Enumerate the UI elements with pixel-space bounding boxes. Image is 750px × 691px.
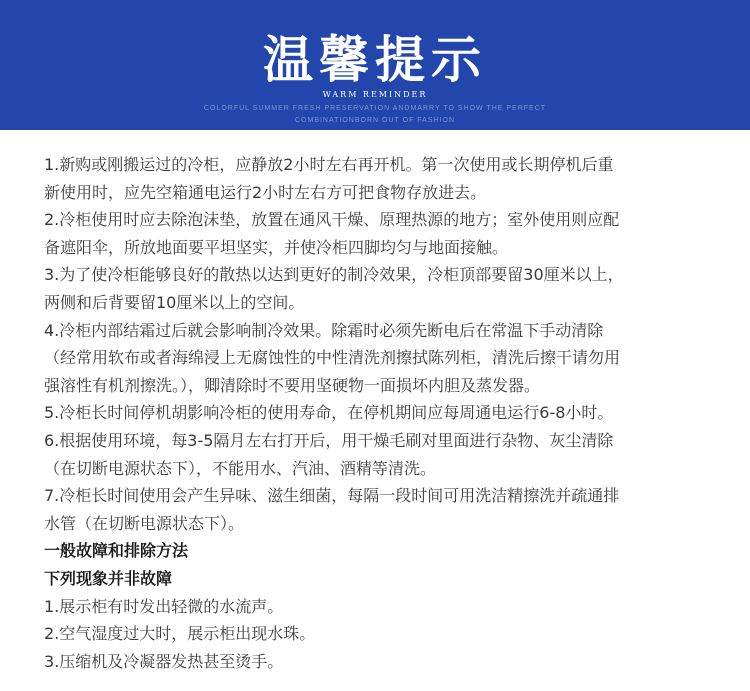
section-heading-troubleshooting: 一般故障和排除方法	[44, 541, 189, 561]
text-line: 强溶性有机剂擦洗。），卿清除时不要用坚硬物一面损坏内胆及蒸发器。	[44, 375, 541, 395]
tagline	[180, 103, 570, 127]
text-line: 两侧和后背要留10厘米以上的空间。	[44, 292, 305, 312]
page-subtitle: WARM REMINDER	[322, 90, 428, 99]
text-line: 3.为了使冷柜能够良好的散热以达到更好的制冷效果，冷柜顶部要留30厘米以上，	[44, 265, 624, 285]
tagline-line-2: COMBINATIONBORN OUT OF FASHION	[294, 117, 456, 124]
text-line: （经常用软布或者海绵浸上无腐蚀性的中性清洗剂擦拭陈列柜，清洗后擦干请勿用	[44, 348, 621, 368]
reminder-content	[44, 151, 724, 675]
text-line: 备遮阳伞，所放地面要平坦坚实，并使冷柜四脚均匀与地面接触。	[44, 237, 509, 257]
header-banner	[0, 0, 750, 130]
list-item: 3.压缩机及冷凝器发热甚至烫手。	[44, 651, 284, 671]
text-line: （在切断电源状态下），不能用水、汽油、酒精等清洗。	[44, 458, 437, 478]
list-item: 1.展示柜有时发出轻微的水流声。	[44, 596, 284, 616]
section-heading-not-faults: 下列现象并非故障	[44, 568, 173, 588]
text-line: 6.根据使用环境，每3-5隔月左右打开后，用干燥毛刷对里面进行杂物、灰尘清除	[44, 430, 614, 450]
text-line: 4.冷柜内部结霜过后就会影响制冷效果。除霜时必须先断电后在常温下手动清除	[44, 320, 604, 340]
list-item: 2.空气湿度过大时，展示柜出现水珠。	[44, 624, 316, 644]
text-line: 1.新购或刚搬运过的冷柜，应静放2小时左右再开机。第一次使用或长期停机后重	[44, 155, 614, 174]
page-title: 温馨提示	[263, 31, 487, 89]
tagline-line-1: COLORFUL SUMMER FRESH PRESERVATION ANDMARRY TO SHOW THE PERFECT	[203, 105, 547, 112]
text-line: 7.冷柜长时间使用会产生异味、滋生细菌，每隔一段时间可用洗洁精擦洗并疏通排	[44, 486, 620, 506]
text-line: 5.冷柜长时间停机胡影响冷柜的使用寿命，在停机期间应每周通电运行6-8小时。	[44, 403, 614, 423]
text-line: 2.冷柜使用时应去除泡沫垫，放置在通风干燥、原理热源的地方；室外使用则应配	[44, 210, 620, 230]
text-line: 新使用时，应先空箱通电运行2小时左右方可把食物存放进去。	[44, 182, 487, 202]
text-line: 水管（在切断电源状态下）。	[44, 513, 245, 533]
